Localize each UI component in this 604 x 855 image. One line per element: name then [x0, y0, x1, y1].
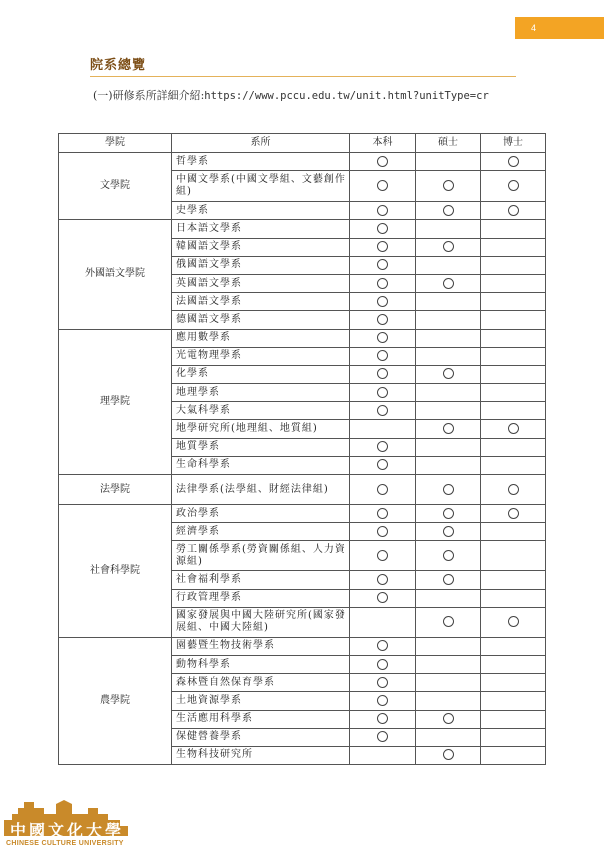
bachelor-cell	[350, 438, 416, 456]
circle-mark-icon	[377, 205, 388, 216]
college-name: 文學院	[59, 153, 172, 220]
bachelor-cell	[350, 692, 416, 710]
section-title: 院系總覽	[90, 58, 147, 73]
doctorate-cell	[481, 456, 546, 474]
doctorate-cell	[481, 746, 546, 764]
master-cell	[416, 365, 481, 383]
bachelor-cell	[350, 171, 416, 202]
department-name: 光電物理學系	[172, 347, 350, 365]
doctorate-cell	[481, 293, 546, 311]
master-cell	[416, 655, 481, 673]
bachelor-cell	[350, 589, 416, 607]
master-cell	[416, 329, 481, 347]
circle-mark-icon	[508, 205, 519, 216]
doctorate-cell	[481, 329, 546, 347]
header-master: 碩士	[416, 134, 481, 153]
circle-mark-icon	[377, 459, 388, 470]
doctorate-cell	[481, 655, 546, 673]
circle-mark-icon	[377, 314, 388, 325]
circle-mark-icon	[443, 526, 454, 537]
doctorate-cell	[481, 274, 546, 292]
circle-mark-icon	[443, 574, 454, 585]
doctorate-cell	[481, 347, 546, 365]
department-name: 哲學系	[172, 153, 350, 171]
bachelor-cell	[350, 347, 416, 365]
circle-mark-icon	[377, 441, 388, 452]
master-cell	[416, 171, 481, 202]
department-name: 生物科技研究所	[172, 746, 350, 764]
master-cell	[416, 674, 481, 692]
master-cell	[416, 571, 481, 589]
bachelor-cell	[350, 475, 416, 505]
master-cell	[416, 293, 481, 311]
department-name: 韓國語文學系	[172, 238, 350, 256]
bachelor-cell	[350, 311, 416, 329]
table-body	[59, 153, 546, 765]
bachelor-cell	[350, 607, 416, 637]
college-name: 理學院	[59, 329, 172, 475]
master-cell	[416, 202, 481, 220]
master-cell	[416, 475, 481, 505]
doctorate-cell	[481, 202, 546, 220]
table-row	[59, 329, 546, 347]
doctorate-cell	[481, 571, 546, 589]
circle-mark-icon	[508, 508, 519, 519]
circle-mark-icon	[443, 713, 454, 724]
circle-mark-icon	[443, 205, 454, 216]
college-name: 農學院	[59, 637, 172, 764]
header-doctorate: 博士	[481, 134, 546, 153]
bachelor-cell	[350, 655, 416, 673]
bachelor-cell	[350, 329, 416, 347]
department-name: 森林暨自然保育學系	[172, 674, 350, 692]
department-name: 應用數學系	[172, 329, 350, 347]
doctorate-cell	[481, 365, 546, 383]
table-row	[59, 475, 546, 505]
table-header-row	[59, 134, 546, 153]
master-cell	[416, 402, 481, 420]
bachelor-cell	[350, 674, 416, 692]
department-name: 園藝暨生物技術學系	[172, 637, 350, 655]
circle-mark-icon	[508, 616, 519, 627]
circle-mark-icon	[377, 223, 388, 234]
circle-mark-icon	[377, 156, 388, 167]
master-cell	[416, 311, 481, 329]
bachelor-cell	[350, 571, 416, 589]
circle-mark-icon	[508, 180, 519, 191]
units-link[interactable]: https://www.pccu.edu.tw/unit.html?unitType=cr	[204, 90, 489, 102]
circle-mark-icon	[377, 640, 388, 651]
department-name: 中國文學系(中國文學組、文藝創作組)	[172, 171, 350, 202]
doctorate-cell	[481, 220, 546, 238]
college-name: 法學院	[59, 475, 172, 505]
master-cell	[416, 541, 481, 571]
doctorate-cell	[481, 523, 546, 541]
bachelor-cell	[350, 420, 416, 438]
doctorate-cell	[481, 438, 546, 456]
master-cell	[416, 728, 481, 746]
doctorate-cell	[481, 589, 546, 607]
circle-mark-icon	[508, 156, 519, 167]
department-name: 大氣科學系	[172, 402, 350, 420]
circle-mark-icon	[377, 259, 388, 270]
table-row	[59, 220, 546, 238]
master-cell	[416, 589, 481, 607]
bachelor-cell	[350, 541, 416, 571]
bachelor-cell	[350, 523, 416, 541]
doctorate-cell	[481, 637, 546, 655]
doctorate-cell	[481, 692, 546, 710]
circle-mark-icon	[443, 368, 454, 379]
circle-mark-icon	[443, 616, 454, 627]
circle-mark-icon	[377, 508, 388, 519]
intro-line	[93, 87, 489, 103]
department-name: 地質學系	[172, 438, 350, 456]
doctorate-cell	[481, 311, 546, 329]
department-name: 英國語文學系	[172, 274, 350, 292]
circle-mark-icon	[377, 241, 388, 252]
doctorate-cell	[481, 541, 546, 571]
circle-mark-icon	[508, 423, 519, 434]
doctorate-cell	[481, 256, 546, 274]
circle-mark-icon	[443, 423, 454, 434]
master-cell	[416, 438, 481, 456]
department-name: 土地資源學系	[172, 692, 350, 710]
bachelor-cell	[350, 637, 416, 655]
circle-mark-icon	[377, 387, 388, 398]
master-cell	[416, 607, 481, 637]
master-cell	[416, 692, 481, 710]
bachelor-cell	[350, 456, 416, 474]
circle-mark-icon	[377, 484, 388, 495]
bachelor-cell	[350, 505, 416, 523]
circle-mark-icon	[377, 550, 388, 561]
circle-mark-icon	[377, 180, 388, 191]
master-cell	[416, 523, 481, 541]
master-cell	[416, 153, 481, 171]
bachelor-cell	[350, 384, 416, 402]
master-cell	[416, 256, 481, 274]
bachelor-cell	[350, 365, 416, 383]
bachelor-cell	[350, 202, 416, 220]
circle-mark-icon	[377, 405, 388, 416]
college-name: 外國語文學院	[59, 220, 172, 329]
college-name: 社會科學院	[59, 505, 172, 638]
page-number: 4	[531, 23, 537, 33]
department-name: 動物科學系	[172, 655, 350, 673]
department-name: 地理學系	[172, 384, 350, 402]
department-name: 化學系	[172, 365, 350, 383]
table-row	[59, 637, 546, 655]
master-cell	[416, 220, 481, 238]
department-name: 行政管理學系	[172, 589, 350, 607]
circle-mark-icon	[377, 592, 388, 603]
bachelor-cell	[350, 728, 416, 746]
circle-mark-icon	[443, 749, 454, 760]
department-name: 法國語文學系	[172, 293, 350, 311]
bachelor-cell	[350, 274, 416, 292]
circle-mark-icon	[443, 241, 454, 252]
page-number-badge	[515, 17, 604, 39]
circle-mark-icon	[508, 484, 519, 495]
bachelor-cell	[350, 153, 416, 171]
department-name: 日本語文學系	[172, 220, 350, 238]
doctorate-cell	[481, 420, 546, 438]
department-name: 生活應用科學系	[172, 710, 350, 728]
bachelor-cell	[350, 220, 416, 238]
bachelor-cell	[350, 746, 416, 764]
doctorate-cell	[481, 402, 546, 420]
doctorate-cell	[481, 674, 546, 692]
doctorate-cell	[481, 728, 546, 746]
circle-mark-icon	[377, 350, 388, 361]
bachelor-cell	[350, 710, 416, 728]
bachelor-cell	[350, 238, 416, 256]
master-cell	[416, 637, 481, 655]
doctorate-cell	[481, 171, 546, 202]
master-cell	[416, 456, 481, 474]
circle-mark-icon	[377, 278, 388, 289]
master-cell	[416, 274, 481, 292]
header-college: 學院	[59, 134, 172, 153]
doctorate-cell	[481, 475, 546, 505]
doctorate-cell	[481, 607, 546, 637]
master-cell	[416, 505, 481, 523]
circle-mark-icon	[377, 368, 388, 379]
department-name: 國家發展與中國大陸研究所(國家發展組、中國大陸組)	[172, 607, 350, 637]
circle-mark-icon	[377, 659, 388, 670]
header-bachelor: 本科	[350, 134, 416, 153]
master-cell	[416, 347, 481, 365]
doctorate-cell	[481, 153, 546, 171]
bachelor-cell	[350, 256, 416, 274]
department-name: 社會福利學系	[172, 571, 350, 589]
circle-mark-icon	[377, 713, 388, 724]
doctorate-cell	[481, 238, 546, 256]
doctorate-cell	[481, 505, 546, 523]
master-cell	[416, 420, 481, 438]
circle-mark-icon	[377, 332, 388, 343]
department-name: 俄國語文學系	[172, 256, 350, 274]
circle-mark-icon	[377, 695, 388, 706]
doctorate-cell	[481, 384, 546, 402]
table-row	[59, 153, 546, 171]
department-name: 保健營養學系	[172, 728, 350, 746]
departments-table	[58, 133, 546, 765]
department-name: 經濟學系	[172, 523, 350, 541]
logo-chinese-name: 中國文化大學	[10, 821, 125, 840]
circle-mark-icon	[443, 278, 454, 289]
master-cell	[416, 710, 481, 728]
circle-mark-icon	[377, 731, 388, 742]
department-name: 德國語文學系	[172, 311, 350, 329]
bachelor-cell	[350, 402, 416, 420]
department-name: 政治學系	[172, 505, 350, 523]
circle-mark-icon	[377, 677, 388, 688]
intro-label: (一)研修系所詳細介紹:	[93, 89, 205, 102]
circle-mark-icon	[443, 484, 454, 495]
title-divider	[90, 76, 516, 77]
department-name: 史學系	[172, 202, 350, 220]
circle-mark-icon	[377, 526, 388, 537]
department-name: 生命科學系	[172, 456, 350, 474]
department-name: 法律學系(法學組、財經法律組)	[172, 475, 350, 505]
logo-english-name: CHINESE CULTURE UNIVERSITY	[6, 840, 124, 847]
master-cell	[416, 238, 481, 256]
circle-mark-icon	[443, 550, 454, 561]
master-cell	[416, 746, 481, 764]
circle-mark-icon	[377, 574, 388, 585]
header-department: 系所	[172, 134, 350, 153]
table-row	[59, 505, 546, 523]
department-name: 地學研究所(地理組、地質組)	[172, 420, 350, 438]
department-name: 勞工關係學系(勞資關係組、人力資源組)	[172, 541, 350, 571]
circle-mark-icon	[377, 296, 388, 307]
doctorate-cell	[481, 710, 546, 728]
circle-mark-icon	[443, 508, 454, 519]
master-cell	[416, 384, 481, 402]
bachelor-cell	[350, 293, 416, 311]
circle-mark-icon	[443, 180, 454, 191]
